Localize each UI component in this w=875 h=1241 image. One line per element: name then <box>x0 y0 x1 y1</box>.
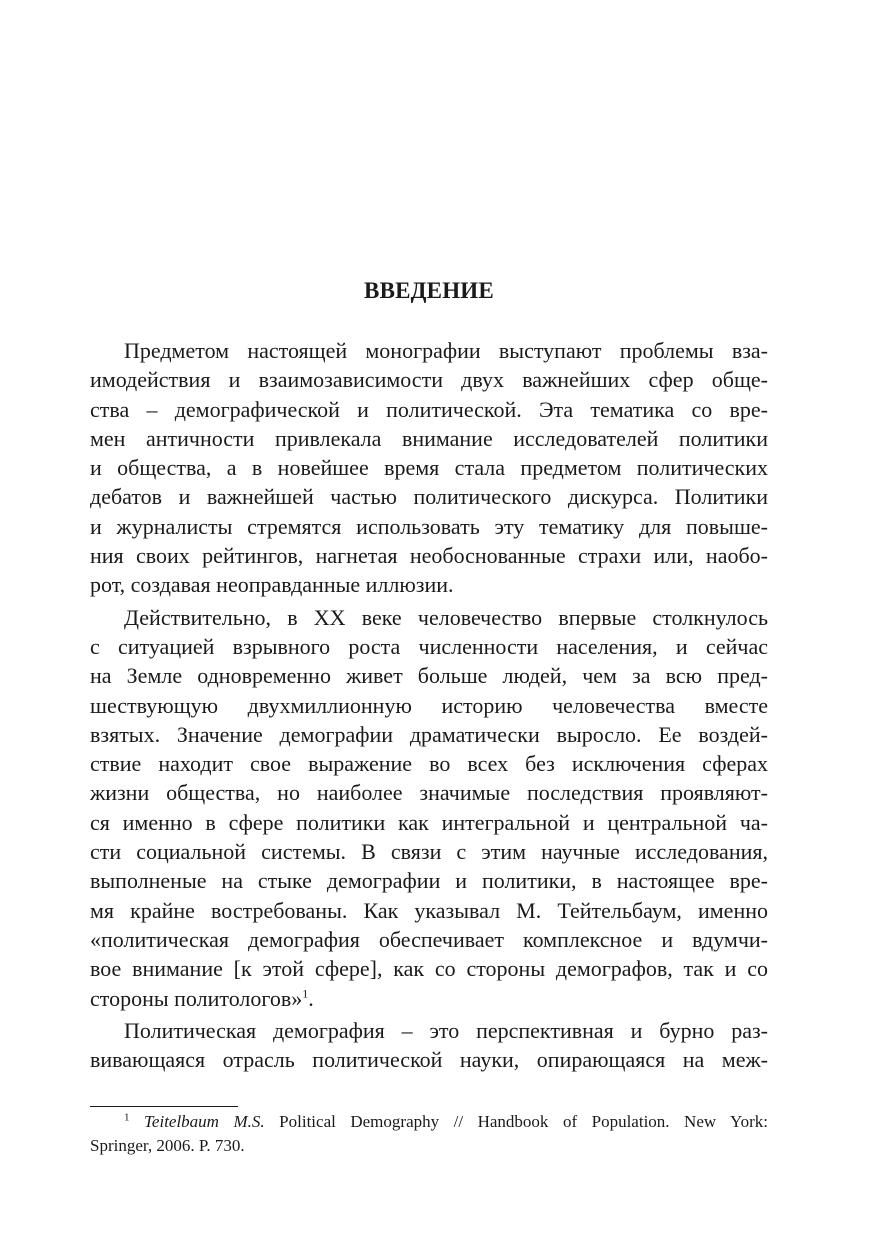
text-line: стороны политологов»$^1$. <box>90 985 314 1011</box>
sentence-end: . <box>308 985 314 1011</box>
text-line: взятых. Значение демографии драматически выросло. Ее воздей- <box>90 721 768 747</box>
text-line: шествующую двухмиллионную историю человечества вместе <box>90 692 768 718</box>
text-line: дебатов и важнейшей частью политического дискурса. Политики <box>90 484 768 510</box>
text-line: ния своих рейтингов, нагнетая необоснованные страхи или, наобо- <box>90 543 768 569</box>
footnote-number: 1 <box>124 1111 130 1124</box>
text-line: на Земле одновременно живет больше людей, чем за всю пред- <box>90 663 768 689</box>
text-line: Действительно, в XX веке человечество впервые столкнулось <box>124 604 768 630</box>
text-line: мен античности привлекала внимание исследователей политики <box>90 425 768 451</box>
footnote-line-1 <box>90 1110 768 1134</box>
chapter-title: ВВЕДЕНИЕ <box>364 278 494 303</box>
text-line: Предметом настоящей монографии выступают проблемы вза- <box>124 338 768 363</box>
paragraph-2 <box>90 603 768 1013</box>
paragraph-1 <box>90 336 768 600</box>
body-text <box>90 336 768 1077</box>
text-line: с ситуацией взрывного роста численности населения, и сейчас <box>90 633 768 659</box>
text-line: Политическая демография – это перспективная и бурно раз- <box>124 1017 768 1043</box>
footnote-source: Political Demography // Handbook of Population. New York: <box>264 1112 769 1131</box>
text-line: «политическая демография обеспечивает комплексное и вдумчи- <box>90 926 768 952</box>
text-line: ся именно в сфере политики как интегральной и центральной ча- <box>90 809 768 835</box>
text-line: жизни общества, но наиболее значимые последствия проявляют- <box>90 780 768 806</box>
text-line: сти социальной системы. В связи с этим научные исследования, <box>90 839 768 865</box>
footnote <box>90 1110 768 1158</box>
text-line: ствие находит свое выражение во всех без исключения сферах <box>90 751 768 777</box>
footnote-divider <box>90 1106 238 1107</box>
text-line: и журналисты стремятся использовать эту тематику для повыше- <box>90 513 768 539</box>
footnote-ref[interactable]: 1 <box>302 986 309 1001</box>
text-line: имодействия и взаимозависимости двух важнейших сфер обще- <box>90 367 768 393</box>
text-line: и общества, а в новейшее время стала предметом политических <box>90 455 768 481</box>
text-line: выполненые на стыке демографии и политики, в настоящее вре- <box>90 868 768 894</box>
text-line: ства – демографической и политической. Эта тематика со вре- <box>90 396 768 422</box>
text-line: рот, создавая неоправданные иллюзии. <box>90 572 454 598</box>
text-line: вое внимание [к этой сфере], как со стороны демографов, так и со <box>90 956 768 982</box>
paragraph-3 <box>90 1016 768 1075</box>
text-line: вивающаяся отрасль политической науки, опирающаяся на меж- <box>90 1047 768 1073</box>
footnote-line-2: Springer, 2006. P. 730. <box>90 1136 245 1155</box>
text-line: мя крайне востребованы. Как указывал М. Тейтельбаум, именно <box>90 897 768 923</box>
footnote-author: Teitelbaum M.S. <box>144 1112 265 1131</box>
